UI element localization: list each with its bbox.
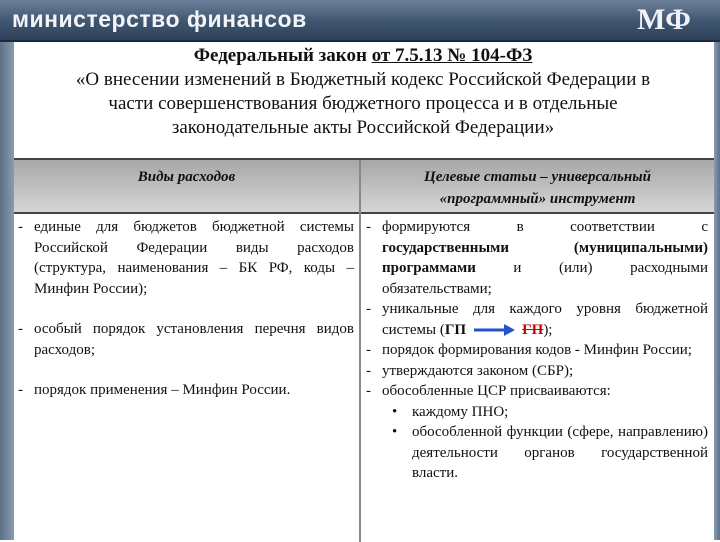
left-column bbox=[18, 217, 354, 401]
right-item-1 bbox=[366, 217, 708, 299]
ministry-logo bbox=[618, 3, 710, 37]
sub-item-1-text: каждому ПНО; bbox=[412, 403, 509, 420]
header-target-articles-line2: «программный» инструмент bbox=[439, 191, 636, 207]
header-target-articles-line1: Целевые статьи – универсальный bbox=[424, 169, 651, 185]
right-item-5-text: обособленные ЦСР присваиваются: bbox=[382, 383, 611, 399]
right-item-2 bbox=[366, 299, 708, 340]
comparison-table bbox=[14, 158, 714, 542]
left-item-1-text: единые для бюджетов бюджетной системы Российской Федерации виды расходов (структура, наименования – БК РФ, коды – Минфин России); bbox=[34, 219, 354, 297]
gp-label: ГП bbox=[444, 321, 467, 338]
logo-lettering: МФ bbox=[637, 3, 691, 36]
law-name-line-2: части совершенствования бюджетного процесса и в отдельные bbox=[108, 93, 618, 114]
arrow-icon bbox=[472, 323, 516, 337]
sub-item-2-text: обособленной функции (сфере, направлению) деятельности органов государственной власти. bbox=[412, 424, 708, 481]
law-title-number: от 7.5.13 № 104-ФЗ bbox=[371, 45, 533, 66]
dash: - bbox=[366, 219, 371, 235]
law-title bbox=[16, 44, 710, 68]
left-item-1 bbox=[18, 217, 354, 299]
right-item-4 bbox=[366, 361, 708, 382]
right-item-1-programs: государственными (муниципальными) программами bbox=[382, 239, 708, 276]
slide-title bbox=[16, 44, 710, 140]
bullet-icon: • bbox=[392, 403, 398, 420]
right-item-1-c: и (или) расходными обязательствами; bbox=[382, 260, 708, 297]
frame-right bbox=[714, 42, 720, 540]
left-item-3 bbox=[18, 380, 354, 401]
left-item-2 bbox=[18, 319, 354, 360]
left-item-2-text: особый порядок установления перечня видов расходов; bbox=[34, 321, 354, 358]
frame-left bbox=[0, 42, 14, 540]
gp-struck-label: ГП bbox=[522, 321, 544, 338]
column-divider bbox=[359, 160, 361, 542]
dash: - bbox=[366, 362, 371, 379]
dash: - bbox=[18, 219, 23, 235]
header-bar bbox=[0, 0, 720, 42]
right-item-2-end: ); bbox=[543, 321, 553, 338]
right-item-3 bbox=[366, 340, 708, 361]
sub-item-1 bbox=[366, 402, 708, 423]
right-item-3-text: порядок формирования кодов - Минфин России; bbox=[382, 342, 692, 358]
header-divider bbox=[14, 212, 714, 214]
law-name-line-1: «О внесении изменений в Бюджетный кодекс Российской Федерации в bbox=[75, 69, 651, 90]
sub-item-2 bbox=[366, 422, 708, 484]
dash: - bbox=[18, 382, 23, 398]
header-expense-types: Виды расходов bbox=[14, 160, 359, 212]
header-target-articles bbox=[361, 160, 714, 212]
right-item-4-text: утверждаются законом (СБР); bbox=[382, 362, 574, 379]
bullet-icon: • bbox=[392, 424, 398, 440]
dash: - bbox=[366, 342, 371, 358]
right-item-1-a: формируются в соответствии с bbox=[382, 219, 708, 235]
law-title-prefix: Федеральный закон bbox=[193, 45, 372, 66]
ministry-name: министерство финансов bbox=[12, 6, 307, 32]
right-item-5 bbox=[366, 381, 708, 402]
dash: - bbox=[366, 301, 371, 317]
dash: - bbox=[18, 321, 23, 337]
law-name-line-3: законодательные акты Российской Федерации» bbox=[171, 117, 555, 138]
right-column bbox=[366, 217, 708, 484]
right-item-2-a: уникальные для каждого уровня бюджетной системы ( bbox=[382, 301, 708, 338]
dash: - bbox=[366, 383, 371, 399]
left-item-3-text: порядок применения – Минфин России. bbox=[34, 382, 291, 398]
